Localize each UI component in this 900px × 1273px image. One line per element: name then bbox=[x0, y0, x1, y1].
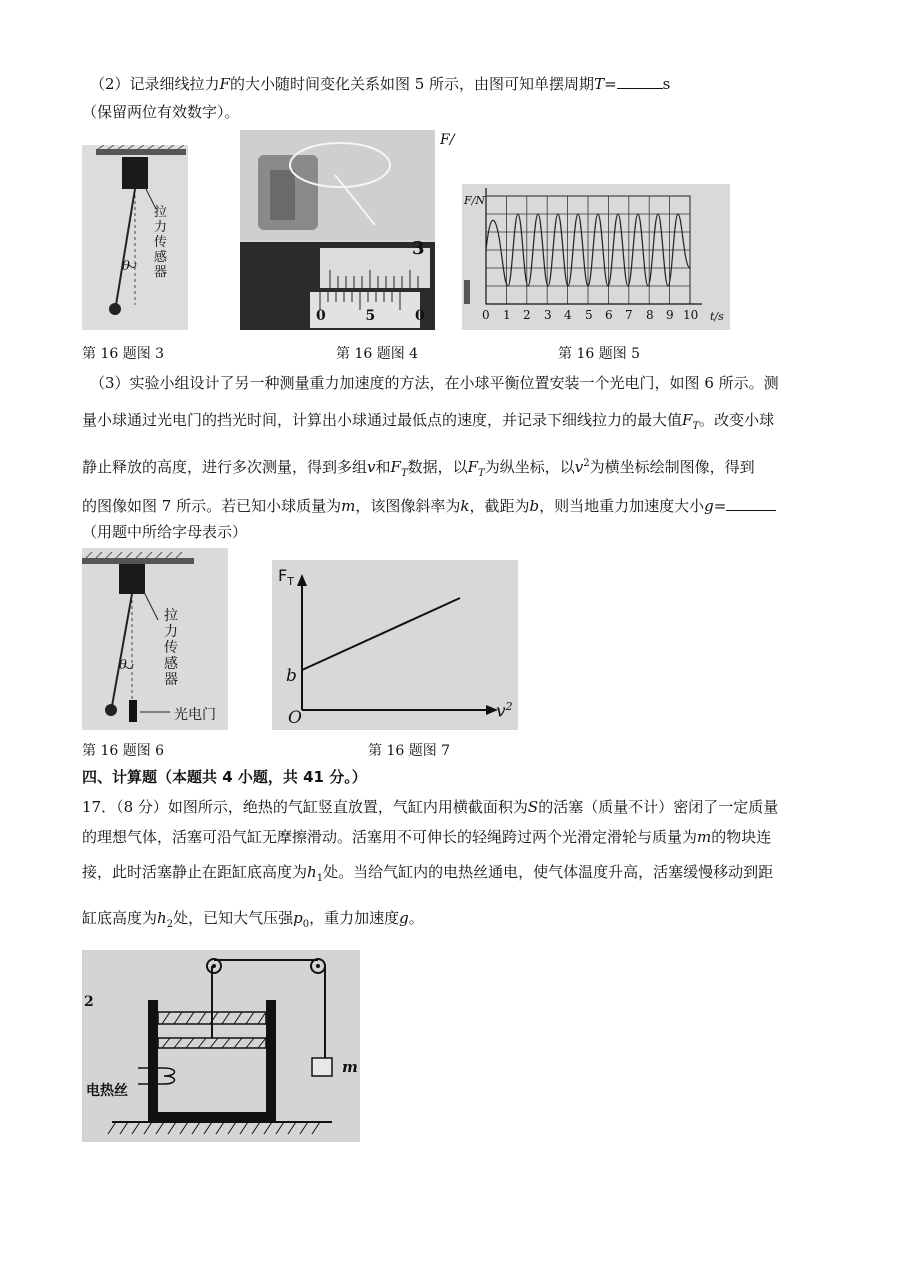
intercept-label: b bbox=[286, 666, 297, 686]
text: 的图像如图 7 所示。若已知小球质量为 bbox=[82, 497, 342, 515]
text: 的大小随时间变化关系如图 5 所示，由图可知单摆周期 bbox=[229, 75, 595, 93]
x-tick: 4 bbox=[564, 308, 572, 322]
caption-fig4: 第 16 题图 4 bbox=[336, 346, 419, 362]
text: 接，此时活塞静止在距缸底高度为 bbox=[82, 863, 308, 881]
q16-part3-line1 bbox=[90, 373, 779, 393]
text: = bbox=[604, 75, 617, 93]
var-S: S bbox=[527, 798, 539, 816]
sub-2: 2 bbox=[166, 919, 174, 930]
label-T-sub: T bbox=[287, 575, 294, 589]
q16-part3-line2 bbox=[82, 410, 774, 437]
x-tick: 6 bbox=[605, 308, 613, 322]
figure-5-force-time-graph bbox=[462, 184, 730, 330]
text: 。 bbox=[408, 909, 424, 927]
text: （用题中所给字母表示） bbox=[82, 523, 248, 541]
q16-part3-line4 bbox=[82, 496, 776, 516]
label-2-sup: 2 bbox=[505, 700, 513, 713]
text: = bbox=[713, 497, 727, 515]
x-axis-label: t/s bbox=[710, 310, 724, 323]
scale-bottom-numbers: 0 5 0 bbox=[316, 308, 435, 324]
x-tick: 8 bbox=[646, 308, 654, 322]
figure-6-pendulum-photogate bbox=[82, 548, 228, 730]
answer-blank-T[interactable] bbox=[617, 74, 663, 89]
text: 的物块连 bbox=[711, 828, 772, 846]
caption-fig3: 第 16 题图 3 bbox=[82, 346, 165, 362]
fit-line bbox=[302, 598, 460, 670]
q16-part3-line5 bbox=[82, 522, 247, 542]
x-tick: 3 bbox=[544, 308, 552, 322]
var-F: F bbox=[390, 458, 401, 476]
sup-2: 2 bbox=[583, 458, 590, 469]
text: 。改变小球 bbox=[699, 411, 775, 429]
text: （保留两位有效数字）。 bbox=[82, 103, 240, 121]
mass-label: m bbox=[342, 1058, 358, 1076]
scale-top-number: 3 bbox=[412, 238, 425, 259]
heater-label: 电热丝 bbox=[86, 1083, 128, 1099]
x-axis-label bbox=[496, 700, 513, 722]
var-F: F bbox=[219, 75, 230, 93]
sub-T: T bbox=[692, 421, 700, 432]
text: ，重力加速度 bbox=[309, 909, 400, 927]
x-tick: 7 bbox=[625, 308, 633, 322]
text: ，该图像斜率为 bbox=[355, 497, 461, 515]
sensor-label: 拉 力 传 感 器 bbox=[164, 608, 178, 688]
text: 处。当给气缸内的电热丝通电，使气体温度升高，活塞缓慢移动到距 bbox=[323, 863, 774, 881]
y-axis-label bbox=[278, 566, 294, 588]
text: 的理想气体，活塞可沿气缸无摩擦滑动。活塞用不可伸长的轻绳跨过两个光滑定滑轮与质量为 bbox=[82, 828, 698, 846]
var-h: h bbox=[157, 909, 167, 927]
q16-part2-line2 bbox=[82, 102, 240, 122]
text: 为纵坐标，以 bbox=[484, 458, 575, 476]
q17-line4 bbox=[82, 908, 424, 935]
text: 为横坐标绘制图像，得到 bbox=[589, 458, 755, 476]
text: 17．（8 分）如图所示，绝热的气缸竖直放置，气缸内用横截面积为 bbox=[82, 798, 528, 816]
caption-fig7: 第 16 题图 7 bbox=[368, 743, 451, 759]
answer-blank-g[interactable] bbox=[726, 496, 776, 511]
ft-v2-graph bbox=[272, 560, 518, 730]
text: （2）记录细线拉力 bbox=[90, 75, 220, 93]
cylinder-drawing bbox=[82, 950, 360, 1142]
q17-line2 bbox=[82, 827, 771, 847]
q17-line1 bbox=[82, 797, 778, 817]
text: 的活塞（质量不计）密闭了一定质量 bbox=[538, 798, 779, 816]
section-4-title: 四、计算题（本题共 4 小题，共 41 分。） bbox=[82, 768, 367, 786]
var-v: v bbox=[574, 458, 584, 476]
x-tick: 0 bbox=[482, 308, 490, 322]
var-m: m bbox=[697, 828, 712, 846]
var-k: k bbox=[460, 497, 470, 515]
sub-1: 1 bbox=[316, 873, 324, 884]
x-tick: 9 bbox=[666, 308, 674, 322]
unit-s: s bbox=[662, 75, 671, 93]
caption-fig5: 第 16 题图 5 bbox=[558, 346, 641, 362]
var-F: F bbox=[682, 411, 693, 429]
text: 数据，以 bbox=[407, 458, 468, 476]
var-g: g bbox=[704, 497, 714, 515]
x-tick-labels bbox=[480, 308, 700, 324]
text: 量小球通过光电门的挡光时间，计算出小球通过最低点的速度，并记录下细线拉力的最大值 bbox=[82, 411, 683, 429]
figure-3-pendulum bbox=[82, 145, 188, 330]
figure-q17-cylinder bbox=[82, 950, 360, 1142]
text: （3）实验小组设计了另一种测量重力加速度的方法，在小球平衡位置安装一个光电门，如图 6 所示。测 bbox=[90, 374, 779, 392]
fig4-corner-label: F/ bbox=[440, 132, 455, 148]
figure-7-ft-v2-graph bbox=[272, 560, 518, 730]
text: 静止释放的高度，进行多次测量，得到多组 bbox=[82, 458, 368, 476]
text: 缸底高度为 bbox=[82, 909, 158, 927]
var-p: p bbox=[293, 909, 303, 927]
var-b: b bbox=[529, 497, 540, 515]
q17-line3 bbox=[82, 862, 773, 889]
q16-part3-line3 bbox=[82, 454, 755, 484]
sub-T: T bbox=[400, 468, 408, 479]
var-v: v bbox=[367, 458, 376, 476]
pendulum-photogate-drawing bbox=[82, 548, 228, 730]
photogate-label: 光电门 bbox=[174, 707, 216, 723]
angle-label: θ bbox=[122, 259, 130, 274]
var-T: T bbox=[594, 75, 605, 93]
q16-part2-line1 bbox=[90, 74, 670, 94]
x-tick: 1 bbox=[503, 308, 511, 322]
caliper-drawing bbox=[240, 130, 435, 330]
label-F: F bbox=[278, 566, 288, 585]
x-tick: 10 bbox=[683, 308, 699, 322]
x-tick: 2 bbox=[523, 308, 531, 322]
text: 和 bbox=[375, 458, 391, 476]
y-axis-label: F/N bbox=[464, 194, 485, 207]
caption-fig6: 第 16 题图 6 bbox=[82, 743, 165, 759]
text: 处，已知大气压强 bbox=[173, 909, 294, 927]
sub-T: T bbox=[478, 468, 485, 479]
sub-0: 0 bbox=[302, 919, 310, 930]
text: ，则当地重力加速度大小 bbox=[539, 497, 705, 515]
var-g: g bbox=[399, 909, 409, 927]
var-h: h bbox=[307, 863, 317, 881]
origin-label: O bbox=[288, 708, 302, 728]
sensor-label: 拉 力 传 感 器 bbox=[154, 205, 168, 280]
var-m: m bbox=[341, 497, 356, 515]
margin-mark: 2 bbox=[84, 994, 94, 1010]
x-tick: 5 bbox=[585, 308, 593, 322]
var-F: F bbox=[467, 458, 479, 476]
label-v: v bbox=[496, 701, 506, 722]
text: ，截距为 bbox=[469, 497, 530, 515]
pendulum-drawing bbox=[82, 145, 188, 330]
figure-4-vernier-caliper bbox=[240, 130, 435, 330]
angle-label: θ bbox=[119, 658, 127, 673]
